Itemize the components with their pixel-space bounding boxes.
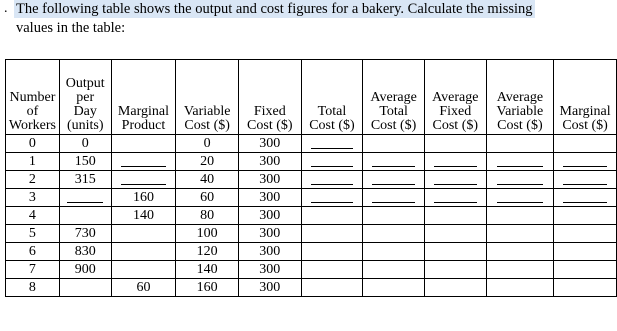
table-cell [238, 153, 301, 171]
cell-value: 120 [196, 244, 218, 259]
table-cell [176, 171, 239, 189]
answer-blank[interactable] [372, 192, 414, 203]
cell-value: 300 [259, 208, 281, 223]
table-row [6, 153, 617, 171]
table-cell [486, 171, 554, 189]
cell-value: 0 [203, 136, 211, 151]
cell-value: 150 [74, 154, 96, 169]
table-cell [554, 171, 617, 189]
table-cell [176, 153, 239, 171]
table-cell [424, 171, 486, 189]
table-cell [6, 153, 60, 171]
cell-value: 730 [74, 226, 96, 241]
table-cell [554, 225, 617, 243]
header-text-line: Total [317, 104, 347, 119]
table-cell [424, 261, 486, 279]
answer-blank[interactable] [434, 174, 476, 185]
cell-value: 300 [259, 280, 281, 295]
header-marginal-product [111, 60, 176, 135]
cell-value: 6 [28, 244, 36, 259]
header-text-line: Number [9, 90, 56, 105]
table-row [6, 135, 617, 153]
header-output-per-day [59, 60, 111, 135]
cell-value: 60 [136, 280, 151, 295]
table-cell [111, 189, 176, 207]
cell-value: 160 [196, 280, 218, 295]
table-row [6, 207, 617, 225]
table-cell [6, 207, 60, 225]
cell-value: 3 [28, 190, 36, 205]
question-line-2: values in the table: [16, 20, 126, 36]
table-cell [301, 135, 363, 153]
table-cell [363, 243, 425, 261]
answer-blank[interactable] [311, 174, 353, 185]
table-cell [111, 279, 176, 297]
answer-blank[interactable] [372, 156, 414, 167]
header-text-line: Total [379, 104, 408, 119]
table-cell [111, 135, 176, 153]
cell-value: 8 [28, 280, 36, 295]
header-text-line: Cost ($) [432, 118, 479, 133]
cell-value: 140 [196, 262, 218, 277]
cell-value: 0 [28, 136, 36, 151]
table-cell [6, 171, 60, 189]
answer-blank[interactable] [434, 192, 476, 203]
table-cell [59, 189, 111, 207]
answer-blank[interactable] [497, 192, 544, 203]
table-cell [363, 279, 425, 297]
table-cell [6, 135, 60, 153]
table-cell [238, 261, 301, 279]
header-text-line: (units) [66, 118, 104, 133]
table-row [6, 189, 617, 207]
table-cell [59, 171, 111, 189]
table-cell [363, 135, 425, 153]
table-cell [363, 225, 425, 243]
header-average-fixed-cost [424, 60, 486, 135]
table-cell [59, 279, 111, 297]
table-cell [6, 279, 60, 297]
cell-value: 300 [259, 172, 281, 187]
table-row [6, 171, 617, 189]
table-cell [238, 171, 301, 189]
header-text-line: Cost ($) [497, 118, 543, 133]
header-variable-cost [176, 60, 239, 135]
cell-value: 0 [81, 136, 89, 151]
table-cell [363, 171, 425, 189]
table-cell [6, 225, 60, 243]
table-cell [301, 207, 363, 225]
answer-blank[interactable] [372, 174, 414, 185]
table-cell [554, 153, 617, 171]
table-row [6, 225, 617, 243]
header-text-line: Fixed [439, 104, 472, 119]
header-text-line: Variable [496, 104, 544, 119]
table-cell [238, 225, 301, 243]
table-cell [554, 189, 617, 207]
table-cell [486, 243, 554, 261]
cell-value: 300 [259, 244, 281, 259]
header-text-line: Marginal [559, 104, 611, 119]
header-text-line: Cost ($) [184, 118, 230, 133]
table-cell [176, 189, 239, 207]
header-number-of-workers [6, 60, 60, 135]
table-body [6, 135, 617, 297]
table-cell [301, 153, 363, 171]
table-cell [238, 189, 301, 207]
table-cell [424, 189, 486, 207]
cell-value: 100 [196, 226, 218, 241]
table-cell [363, 189, 425, 207]
answer-blank[interactable] [563, 192, 606, 203]
cell-value: 80 [200, 208, 215, 223]
table-cell [6, 243, 60, 261]
header-text-line: Product [121, 118, 166, 133]
table-cell [301, 279, 363, 297]
table-row [6, 243, 617, 261]
header-marginal-cost [554, 60, 617, 135]
header-text-line: Output [65, 76, 105, 91]
table-cell [486, 135, 554, 153]
table-cell [238, 279, 301, 297]
table-cell [301, 243, 363, 261]
table-cell [59, 261, 111, 279]
cell-value: 5 [28, 226, 36, 241]
answer-blank[interactable] [121, 156, 166, 167]
cell-value: 300 [259, 226, 281, 241]
header-text-line: Average [370, 90, 417, 105]
table-cell [363, 153, 425, 171]
header-average-variable-cost [486, 60, 554, 135]
table-cell [424, 279, 486, 297]
table-cell [301, 261, 363, 279]
question-line-1: The following table shows the output and cost figures for a bakery. Calculate the missing [16, 1, 533, 17]
table-cell [59, 243, 111, 261]
table-cell [554, 135, 617, 153]
cell-value: 160 [132, 190, 154, 205]
header-text-line: Cost ($) [309, 118, 355, 133]
table-cell [486, 225, 554, 243]
answer-blank[interactable] [121, 174, 166, 185]
header-fixed-cost [238, 60, 301, 135]
table-cell [486, 279, 554, 297]
table-cell [486, 261, 554, 279]
header-average-total-cost [363, 60, 425, 135]
cell-value: 60 [200, 190, 215, 205]
header-text-line: Day [73, 104, 97, 119]
answer-blank[interactable] [311, 156, 353, 167]
table-cell [176, 225, 239, 243]
table-cell [238, 207, 301, 225]
table-cell [363, 207, 425, 225]
table-cell [111, 171, 176, 189]
table-cell [59, 207, 111, 225]
table-cell [424, 225, 486, 243]
table-cell [176, 135, 239, 153]
cell-value: 830 [74, 244, 96, 259]
table-header-row [6, 60, 617, 135]
table-cell [554, 243, 617, 261]
table-row [6, 279, 617, 297]
table-cell [486, 207, 554, 225]
cell-value: 140 [132, 208, 154, 223]
cell-value: 40 [200, 172, 215, 187]
cell-value: 300 [259, 190, 281, 205]
answer-blank[interactable] [434, 156, 476, 167]
table-cell [59, 153, 111, 171]
cell-value: 20 [200, 154, 215, 169]
table-row [6, 261, 617, 279]
table-cell [301, 225, 363, 243]
cell-value: 4 [28, 208, 36, 223]
table-cell [424, 153, 486, 171]
header-text-line: per [76, 90, 95, 105]
cell-value: 900 [74, 262, 96, 277]
header-text-line: Average [496, 90, 544, 105]
answer-blank[interactable] [311, 138, 353, 149]
table-cell [176, 279, 239, 297]
cell-value: 7 [28, 262, 36, 277]
table-cell [424, 135, 486, 153]
header-total-cost [301, 60, 363, 135]
cell-value: 300 [259, 262, 281, 277]
header-text-line: Fixed [253, 104, 286, 119]
table-cell [59, 225, 111, 243]
header-text-line: Cost ($) [247, 118, 293, 133]
header-text-line: Average [432, 90, 479, 105]
table-cell [238, 135, 301, 153]
header-text-line: Cost ($) [562, 118, 608, 133]
table-cell [554, 207, 617, 225]
table-cell [176, 261, 239, 279]
header-text-line: of [26, 104, 39, 119]
cell-value: 1 [28, 154, 36, 169]
answer-blank[interactable] [497, 174, 544, 185]
table-cell [6, 189, 60, 207]
list-bullet: . [4, 1, 8, 16]
table-cell [424, 243, 486, 261]
table-cell [111, 225, 176, 243]
table-cell [554, 261, 617, 279]
table-cell [363, 261, 425, 279]
table-cell [111, 153, 176, 171]
table-cell [59, 135, 111, 153]
table-cell [6, 261, 60, 279]
table-cell [486, 189, 554, 207]
table-cell [554, 279, 617, 297]
header-text-line: Workers [8, 118, 56, 133]
table-cell [176, 243, 239, 261]
cost-table [5, 59, 617, 297]
table-cell [424, 207, 486, 225]
answer-blank[interactable] [563, 174, 606, 185]
header-text-line: Variable [183, 104, 231, 119]
table-cell [238, 243, 301, 261]
answer-blank[interactable] [67, 192, 103, 203]
answer-blank[interactable] [563, 156, 606, 167]
cell-value: 300 [259, 136, 281, 151]
table-cell [111, 207, 176, 225]
table-cell [301, 189, 363, 207]
answer-blank[interactable] [497, 156, 544, 167]
table-cell [301, 171, 363, 189]
table-cell [111, 261, 176, 279]
cell-value: 315 [74, 172, 96, 187]
cell-value: 2 [28, 172, 36, 187]
answer-blank[interactable] [311, 192, 353, 203]
header-text-line: Marginal [117, 104, 169, 119]
cell-value: 300 [259, 154, 281, 169]
table-cell [176, 207, 239, 225]
table-cell [486, 153, 554, 171]
table-cell [111, 243, 176, 261]
header-text-line: Cost ($) [370, 118, 417, 133]
